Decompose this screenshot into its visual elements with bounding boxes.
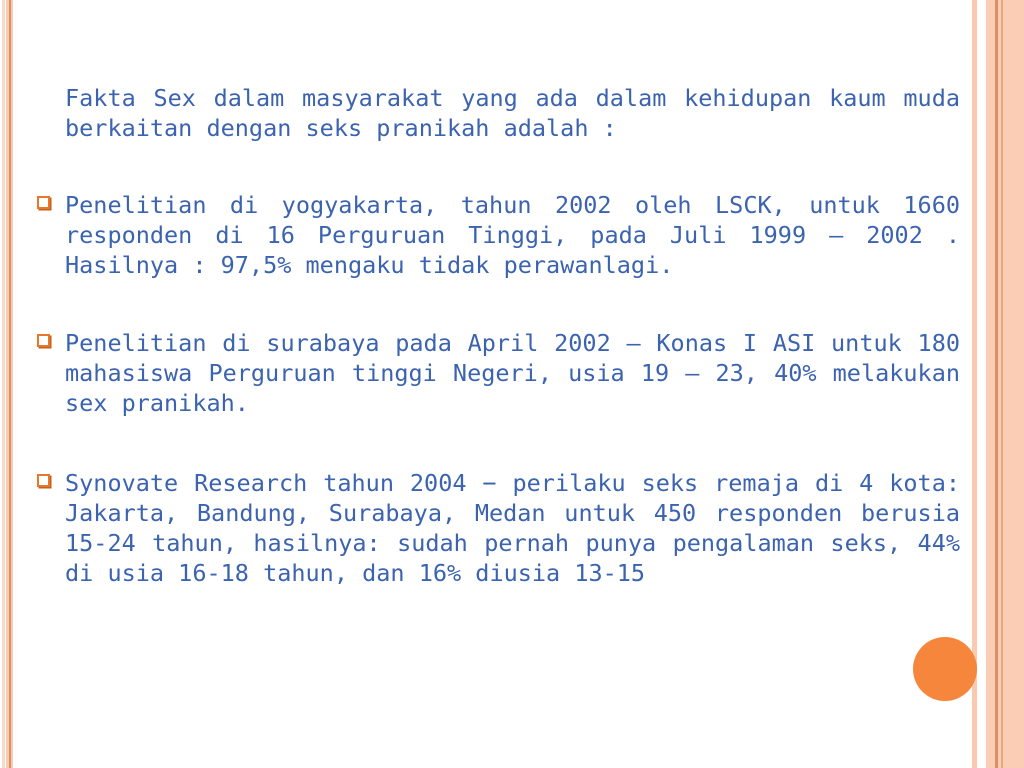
text-line: Fakta Sex dalam masyarakat yang ada dalam kehidupan kaum muda bbox=[65, 84, 960, 112]
bullet-text bbox=[65, 328, 960, 418]
bullet-square-icon bbox=[37, 196, 50, 209]
text-line: responden di 16 Perguruan Tinggi, pada Juli 1999 – 2002 . bbox=[65, 221, 960, 249]
text-line: 15-24 tahun, hasilnya: sudah pernah punya pengalaman seks, 44% bbox=[65, 529, 960, 557]
text-line: berkaitan dengan seks pranikah adalah : bbox=[65, 114, 617, 142]
right-border-medium-line bbox=[1001, 0, 1003, 768]
text-line: Hasilnya : 97,5% mengaku tidak perawanlagi. bbox=[65, 251, 674, 279]
bullet-text bbox=[65, 190, 960, 280]
bullet-item bbox=[65, 328, 960, 418]
right-border-band bbox=[986, 0, 1024, 768]
text-line: di usia 16-18 tahun, dan 16% diusia 13-15 bbox=[65, 559, 646, 587]
left-border-faint-stripe bbox=[2, 0, 5, 768]
slide-heading bbox=[65, 83, 960, 143]
text-line: Jakarta, Bandung, Surabaya, Medan untuk 450 responden berusia bbox=[65, 499, 960, 527]
text-line: sex pranikah. bbox=[65, 389, 249, 417]
text-line: Synovate Research tahun 2004 − perilaku seks remaja di 4 kota: bbox=[65, 469, 960, 497]
text-line: Penelitian di yogyakarta, tahun 2002 oleh LSCK, untuk 1660 bbox=[65, 191, 960, 219]
bullet-text bbox=[65, 468, 960, 588]
corner-circle-icon bbox=[913, 637, 977, 701]
right-border-dark-line bbox=[995, 0, 998, 768]
text-line: Penelitian di surabaya pada April 2002 – Konas I ASI untuk 180 bbox=[65, 329, 960, 357]
bullet-square-icon bbox=[37, 474, 50, 487]
left-border-dark-line bbox=[9, 0, 11, 768]
bullet-item bbox=[65, 468, 960, 588]
text-line: mahasiswa Perguruan tinggi Negeri, usia 19 – 23, 40% melakukan bbox=[65, 359, 960, 387]
heading-lines bbox=[65, 83, 960, 143]
bullet-item bbox=[65, 190, 960, 280]
bullet-square-icon bbox=[37, 334, 50, 347]
